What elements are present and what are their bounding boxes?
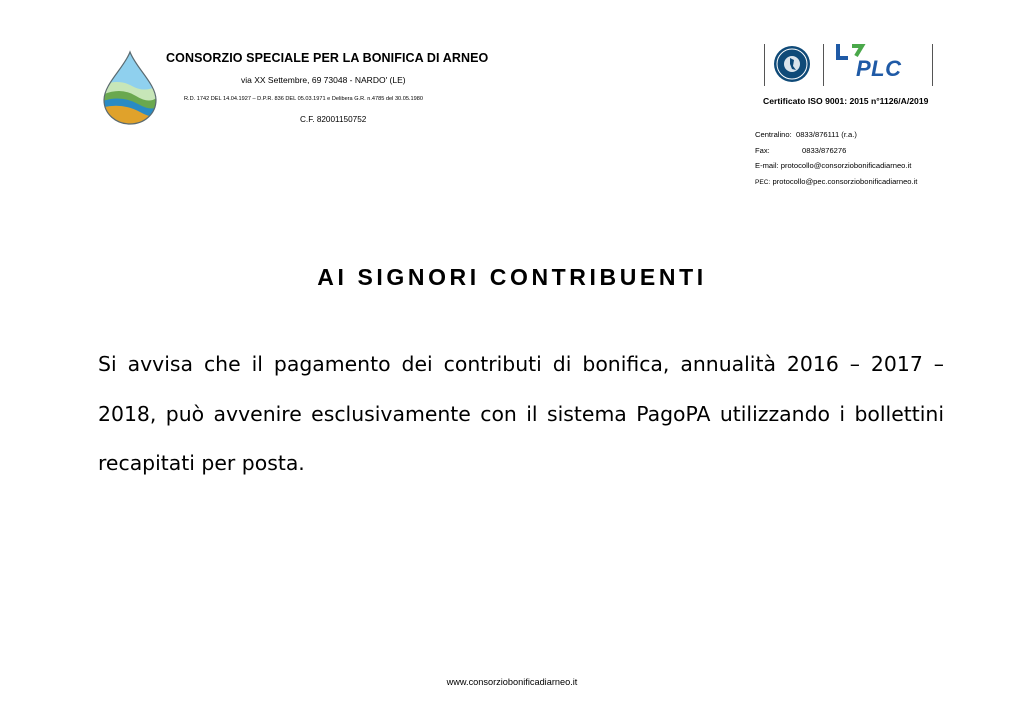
plc-text: PLC (856, 56, 902, 81)
organization-name: CONSORZIO SPECIALE PER LA BONIFICA DI ARNEO (166, 51, 489, 65)
consortium-logo (100, 50, 160, 126)
contact-email (755, 158, 917, 174)
certification-logos (760, 40, 938, 90)
phone-value: 0833/876111 (r.a.) (795, 130, 857, 139)
pec-value[interactable]: protocollo@pec.consorziobonificadiarneo.it (772, 176, 918, 186)
legal-references: R.D. 1742 DEL 14.04.1927 – D.P.R. 836 DEL 05.03.1971 e Delibera G.R. n.4785 del 30.05.1980 (184, 96, 423, 102)
phone-label: Centralino: (755, 130, 792, 139)
email-value[interactable]: protocollo@consorziobonificadiarneo.it (780, 161, 912, 171)
accredia-logo (774, 46, 810, 82)
fax-value: 0833/876276 (802, 145, 847, 155)
notice-title: AI SIGNORI CONTRIBUENTI (317, 264, 707, 290)
notice-body: Si avvisa che il pagamento dei contributi di bonifica, annualità 2016 – 2017 – 2018, può avvenire esclusivamente con il sistema PagoPA utilizzando i bollettini recapitati per posta. (98, 352, 944, 475)
fax-label: Fax: (755, 145, 770, 155)
fiscal-code: C.F. 82001150752 (300, 115, 367, 124)
contacts-block (755, 127, 917, 190)
iso-certificate: Certificato ISO 9001: 2015 n°1126/A/2019 (763, 96, 929, 106)
organization-address: via XX Settembre, 69 73048 - NARDO' (LE) (241, 75, 406, 85)
email-label: E-mail: (755, 161, 779, 171)
contact-pec (755, 174, 917, 191)
website-footer[interactable]: www.consorziobonificadiarneo.it (446, 677, 578, 687)
pec-label: PEC: (755, 178, 771, 186)
contact-fax (755, 143, 917, 159)
contact-phone (755, 127, 917, 143)
